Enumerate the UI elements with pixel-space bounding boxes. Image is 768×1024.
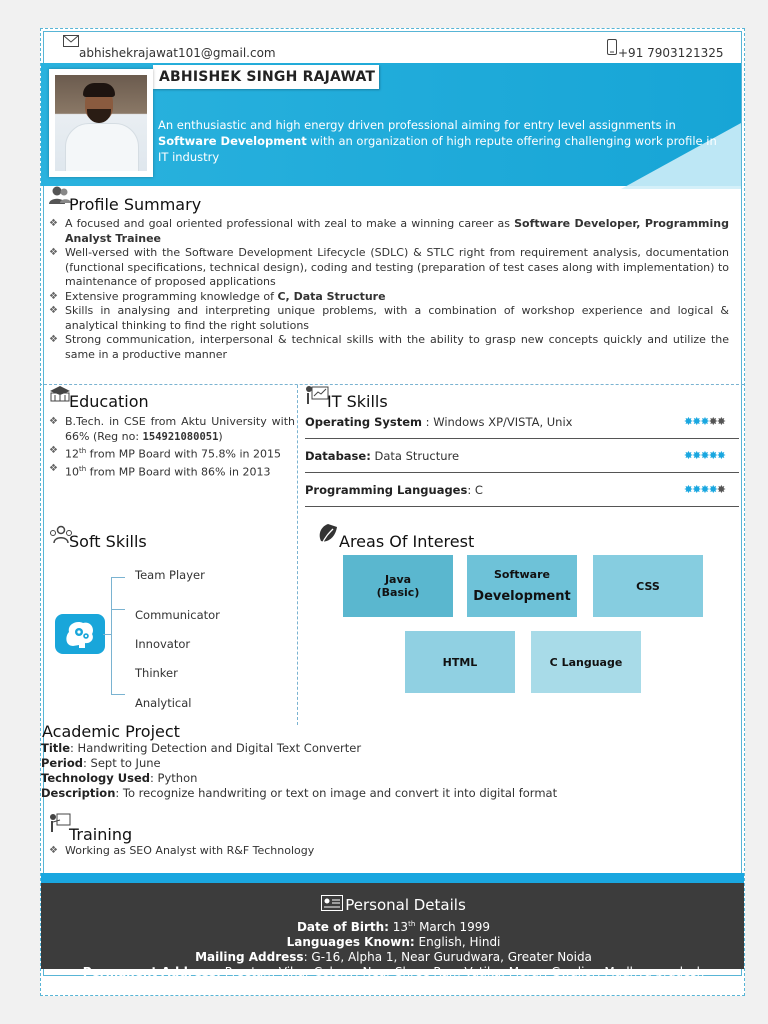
- chart-board-icon: [305, 385, 329, 405]
- star-icon: ✸: [708, 449, 717, 462]
- skill-row: Operating System : Windows XP/VISTA, Unix ✸✸✸✸✸: [305, 415, 725, 429]
- training-title: Training: [69, 825, 133, 844]
- it-skills-title: IT Skills: [327, 392, 388, 411]
- resume-page: [40, 28, 745, 996]
- list-item: ❖ B.Tech. in CSE from Aktu University with 66% (Reg no: 154921080051): [49, 415, 295, 443]
- profile-photo: [49, 69, 153, 177]
- star-icon: ✸: [692, 415, 701, 428]
- users-icon: [49, 185, 71, 205]
- skill-row: Database: Data Structure ✸✸✸✸✸: [305, 449, 725, 463]
- list-item: ❖ 12th from MP Board with 75.8% in 2015: [49, 445, 282, 461]
- candidate-name: ABHISHEK SINGH RAJAWAT: [153, 65, 379, 89]
- list-item: ❖ 10th from MP Board with 86% in 2013: [49, 463, 271, 479]
- dob-line: Date of Birth: 13th March 1999: [296, 920, 491, 934]
- project-description-line: Description: To recognize handwriting or text on image and convert it into digital format: [41, 786, 558, 800]
- interest-tile: HTML: [405, 631, 515, 693]
- star-icon: ✸: [716, 449, 725, 462]
- skill-divider: [305, 438, 739, 439]
- brain-gears-icon: [55, 614, 105, 654]
- star-icon: ✸: [700, 483, 709, 496]
- interest-tile: CSS: [593, 555, 703, 617]
- areas-of-interest-title: Areas Of Interest: [339, 532, 475, 551]
- star-icon: ✸: [708, 483, 717, 496]
- education-title: Education: [69, 392, 149, 411]
- profile-summary-list: [49, 217, 729, 362]
- list-item: ❖ Well-versed with the Software Development Lifecycle (SDLC) & STLC right from requirement analysis, documentation (functional specifications, technical design), coding and testing (preparation of test cases along with implementation) to maintenance of proposed applications: [49, 246, 729, 288]
- personal-details-panel: [41, 883, 745, 979]
- star-icon: ✸: [692, 449, 701, 462]
- email-text: abhishekrajawat101@gmail.com: [79, 46, 276, 60]
- star-icon: ✸: [716, 415, 725, 428]
- column-divider: [297, 385, 298, 725]
- star-icon: ✸: [683, 449, 693, 462]
- phone-icon: [607, 39, 617, 55]
- soft-skills-title: Soft Skills: [69, 532, 147, 551]
- skill-divider: [305, 472, 739, 473]
- soft-skill-item: Thinker: [135, 666, 178, 680]
- soft-skill-item: Team Player: [135, 568, 205, 582]
- rating-stars: [684, 483, 725, 496]
- graduation-icon: [49, 385, 71, 403]
- phone-text: +91 7903121325: [618, 46, 724, 60]
- profile-summary-title: Profile Summary: [69, 195, 202, 214]
- star-icon: ✸: [683, 415, 693, 428]
- star-icon: ✸: [692, 483, 701, 496]
- soft-skill-item: Innovator: [135, 637, 191, 651]
- star-icon: ✸: [708, 415, 717, 428]
- star-icon: ✸: [716, 483, 725, 496]
- rating-stars: [684, 449, 725, 462]
- list-item: ❖ Extensive programming knowledge of C, Data Structure: [49, 289, 386, 303]
- project-tech-line: Technology Used: Python: [41, 771, 198, 785]
- languages-line: Languages Known: English, Hindi: [286, 935, 501, 949]
- star-icon: ✸: [700, 449, 709, 462]
- skill-row: Programming Languages: C ✸✸✸✸✸: [305, 483, 725, 497]
- soft-skills-bracket: [111, 577, 112, 694]
- leaf-icon: [317, 523, 339, 547]
- presentation-icon: [49, 813, 71, 833]
- interest-tile: C Language: [531, 631, 641, 693]
- list-item: ❖ Strong communication, interpersonal & technical skills with the ability to grasp new concepts quickly and utilize the same in a productive manner: [49, 333, 729, 361]
- section-divider: [40, 384, 745, 385]
- personal-details-title: Personal Details: [41, 895, 745, 914]
- star-icon: ✸: [683, 483, 693, 496]
- list-item: ❖ Working as SEO Analyst with R&F Technology: [49, 844, 315, 857]
- soft-skill-item: Communicator: [135, 608, 220, 622]
- career-objective: An enthusiastic and high energy driven professional aiming for entry level assignments in Software Development with an organization of high repute offering challenging work profile in IT industry: [158, 118, 717, 164]
- interest-tile: Java (Basic): [343, 555, 453, 617]
- training-list: [49, 844, 649, 859]
- interest-tile: Software Development: [467, 555, 577, 617]
- mailing-address-line: Mailing Address: G-16, Alpha 1, Near Gurudwara, Greater Noida: [195, 950, 592, 964]
- project-period-line: Period: Sept to June: [41, 756, 161, 770]
- academic-project-title: Academic Project: [42, 722, 180, 741]
- star-icon: ✸: [700, 415, 709, 428]
- contact-row: [41, 29, 741, 63]
- id-card-icon: [321, 895, 343, 911]
- education-list: [49, 415, 295, 480]
- soft-skill-item: Analytical: [135, 696, 192, 710]
- list-item: ❖ A focused and goal oriented professional with zeal to make a winning career as Software Developer, Programming Analyst Trainee: [49, 217, 729, 245]
- envelope-icon: [63, 35, 79, 47]
- personal-details-strip: [41, 873, 745, 883]
- permanent-address-line: Permanent Address: Preetam Vihar Colony, Near Shree Ram Vatika, Morar, Gwalior, Madhya pradesh: [82, 965, 705, 979]
- list-item: ❖ Skills in analysing and interpreting unique problems, with a combination of workshop experience and logical & analytical thinking to find the right solutions: [49, 304, 729, 332]
- skill-divider: [305, 506, 739, 507]
- rating-stars: [684, 415, 725, 428]
- project-title-line: Title: Handwriting Detection and Digital Text Converter: [41, 741, 362, 755]
